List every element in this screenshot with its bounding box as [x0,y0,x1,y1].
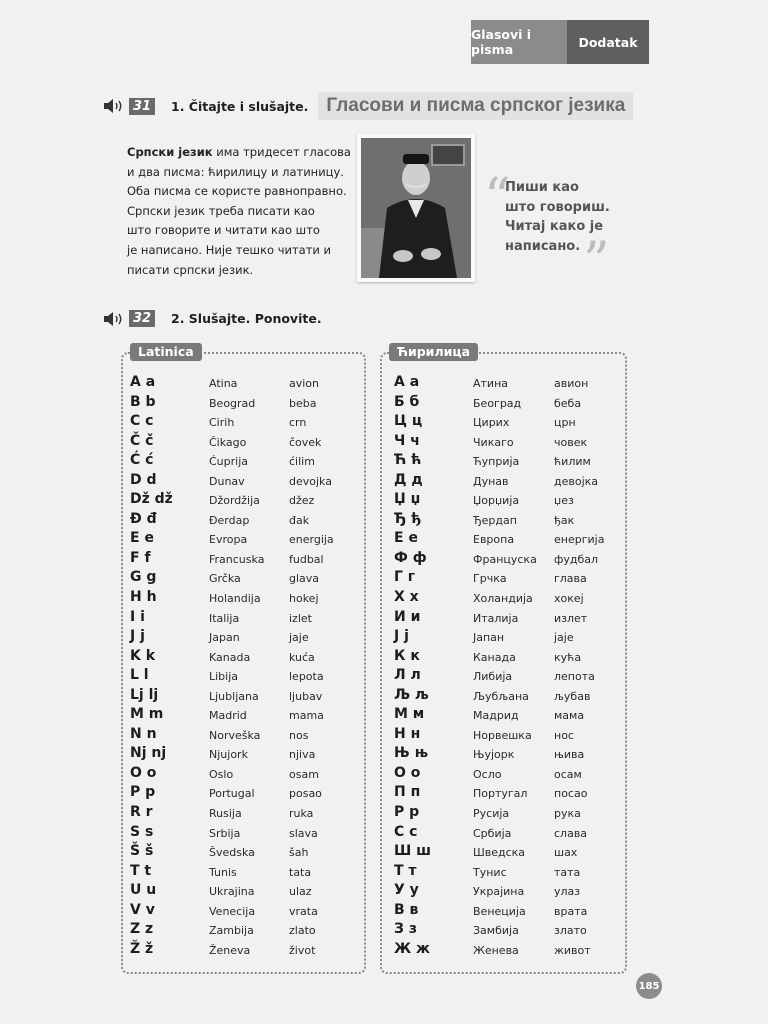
example-place: Tunis [209,865,237,879]
example-word: црн [554,416,576,430]
example-word: izlet [289,611,312,625]
alphabet-row [382,491,625,511]
example-word: слава [554,826,588,840]
example-word: ljubav [289,689,323,703]
example-place: Норвешка [473,728,532,742]
letter-pair: Њ њ [394,745,429,762]
letter-pair: B b [130,393,156,410]
letter-pair: Lj lj [130,686,159,703]
letter-pair: А а [394,374,420,390]
letter-pair: Z z [130,921,154,938]
letter-pair: В в [394,901,419,918]
speaker-icon[interactable] [104,312,126,326]
example-word: јаје [554,631,574,645]
letter-pair: М м [394,706,425,723]
example-word: авион [554,377,589,390]
example-place: Italija [209,611,240,625]
example-place: Ćuprija [209,455,249,469]
alphabet-row [123,491,364,511]
alphabet-row [382,433,625,453]
example-place: Шведска [473,846,526,860]
example-place: Čikago [209,435,247,449]
exercise-2-header [104,310,322,327]
letter-pair: Б б [394,393,420,410]
example-place: Francuska [209,552,265,566]
letter-pair: Р р [394,804,420,821]
example-word: crn [289,416,307,430]
example-word: енергија [554,533,605,547]
alphabet-row [123,687,364,707]
example-place: Portugal [209,787,255,801]
example-word: energija [289,533,334,547]
letter-pair: Ф ф [394,549,427,566]
example-place: Португал [473,787,528,801]
example-word: злато [554,924,587,938]
letter-pair: Љ љ [394,686,429,703]
letter-pair: A a [130,374,156,390]
alphabet-row [123,863,364,883]
example-place: Ukrajina [209,885,255,899]
letter-pair: V v [130,901,155,918]
example-place: Грчка [473,572,507,586]
example-place: Dunav [209,474,245,488]
alphabet-row [382,941,625,961]
alphabet-row [382,882,625,902]
letter-pair: L l [130,667,149,684]
letter-pair: Ч ч [394,432,420,449]
example-place: Либија [473,670,513,684]
letter-pair: Ж ж [394,940,430,957]
letter-pair: C c [130,413,154,430]
example-place: Japan [209,631,240,645]
letter-pair: K k [130,647,156,664]
alphabet-row [123,902,364,922]
example-word: ulaz [289,885,312,899]
example-place: Ћуприја [473,455,520,469]
example-place: Мадрид [473,709,519,723]
example-word: đak [289,513,310,527]
example-place: Женева [473,943,519,957]
example-word: беба [554,396,582,410]
alphabet-row [123,784,364,804]
alphabet-row [123,433,364,453]
example-word: čovek [289,435,322,449]
example-place: Дунав [473,474,509,488]
alphabet-row [123,452,364,472]
example-word: тата [554,865,581,879]
intro-paragraph: Српски језик има тридесет гласова и два писма: ћирилицу и латиницу. Оба писма се користе равноправно. Српски језик треба писати као што говорите и читати као што је написано. Није тешко читати и писати српски језик. [127,145,351,277]
track-number: 31 [129,98,155,115]
alphabet-row [123,667,364,687]
letter-pair: N n [130,725,157,742]
alphabet-row [382,745,625,765]
example-place: Cirih [209,416,235,430]
intro-bold: Српски језик [127,145,213,159]
letter-pair: Č č [130,432,154,449]
example-place: Њујорк [473,748,515,762]
letter-pair: К к [394,647,420,664]
letter-pair: M m [130,706,164,723]
example-word: šah [289,846,309,860]
quote-close-icon: ” [583,232,610,292]
example-place: Ђердап [473,513,517,527]
alphabet-row [382,784,625,804]
alphabet-row [123,472,364,492]
letter-pair: J j [130,628,145,645]
exercise-1-header [104,92,633,120]
example-word: осам [554,767,582,781]
example-word: mama [289,709,324,723]
example-place: Чикаго [473,435,514,449]
letter-pair: О о [394,764,421,781]
letter-pair: Nj nj [130,745,167,762]
letter-pair: Н н [394,725,421,742]
alphabet-row [382,921,625,941]
alphabet-row [382,706,625,726]
example-word: фудбал [554,552,599,566]
latinica-title: Latinica [130,343,202,361]
example-word: ćilim [289,455,315,469]
alphabet-row [382,550,625,570]
letter-pair: Х х [394,589,419,606]
letter-pair: Dž dž [130,491,173,508]
example-word: devojka [289,474,332,488]
example-word: njiva [289,748,316,762]
alphabet-row [123,941,364,961]
alphabet-row [382,667,625,687]
page-number: 185 [636,973,662,999]
alphabet-row [123,550,364,570]
example-word: fudbal [289,552,324,566]
latinica-box [121,344,366,974]
alphabet-row [382,902,625,922]
letter-pair: I i [130,608,145,625]
example-word: glava [289,572,320,586]
letter-pair: Т т [394,862,417,879]
letter-pair: З з [394,921,417,938]
alphabet-row [123,745,364,765]
example-place: Đerdap [209,513,250,527]
letter-pair: Đ đ [130,510,157,527]
example-word: beba [289,396,317,410]
alphabet-row [382,804,625,824]
example-word: излет [554,611,588,625]
example-place: Италија [473,611,519,625]
example-word: кућа [554,650,582,664]
example-word: hokej [289,592,319,606]
example-place: Ženeva [209,943,251,957]
example-place: Атина [473,377,509,390]
example-word: човек [554,435,588,449]
example-word: život [289,943,316,957]
cirilica-box [380,344,627,974]
quote-text: Пиши као што говориш. Читај како је написано. [505,180,610,254]
alphabet-row [123,609,364,629]
example-word: zlato [289,924,316,938]
letter-pair: Ш ш [394,843,432,860]
example-word: avion [289,377,320,390]
alphabet-row [382,589,625,609]
example-place: Украјина [473,885,525,899]
example-place: Holandija [209,592,261,606]
example-word: vrata [289,904,318,918]
example-word: nos [289,728,309,742]
example-word: хокеј [554,592,584,606]
alphabet-row [123,765,364,785]
alphabet-row [123,374,364,394]
example-place: Француска [473,552,537,566]
alphabet-row [123,589,364,609]
alphabet-row [382,530,625,550]
example-place: Европа [473,533,515,547]
example-word: džez [289,494,315,508]
letter-pair: Ž ž [130,940,154,957]
letter-pair: Ц ц [394,413,423,430]
alphabet-row [123,569,364,589]
quote-open-icon: “ [484,168,511,228]
speaker-icon[interactable] [104,99,126,113]
letter-pair: O o [130,764,157,781]
alphabet-row [382,413,625,433]
example-word: нос [554,728,574,742]
letter-pair: Д д [394,471,423,488]
alphabet-row [382,628,625,648]
example-word: ћилим [554,455,591,469]
example-word: kuća [289,650,315,664]
example-place: Србија [473,826,512,840]
example-word: шах [554,846,578,860]
letter-pair: Г г [394,569,416,586]
example-place: Осло [473,767,502,781]
example-word: osam [289,767,319,781]
letter-pair: С с [394,823,418,840]
track-number: 32 [129,310,155,327]
example-word: jaje [289,631,309,645]
alphabet-row [123,843,364,863]
alphabet-row [382,569,625,589]
example-word: ђак [554,513,575,527]
example-place: Libija [209,670,239,684]
alphabet-row [382,648,625,668]
example-place: Тунис [473,865,507,879]
alphabet-row [382,511,625,531]
example-place: Холандија [473,592,533,606]
letter-pair: Џ џ [394,491,421,508]
letter-pair: Ђ ђ [394,510,422,527]
example-place: Русија [473,807,510,821]
alphabet-row [382,394,625,414]
letter-pair: У у [394,882,419,899]
letter-pair: U u [130,882,157,899]
letter-pair: Ć ć [130,452,154,469]
exercise-instruction: 1. Čitajte i slušajte. [171,98,309,114]
example-place: Oslo [209,767,234,781]
letter-pair: Ћ ћ [394,452,422,469]
letter-pair: Š š [130,843,154,860]
example-word: посао [554,787,588,801]
example-place: Џорџија [473,494,520,508]
portrait-photo [357,134,475,282]
tab-dodatak: Dodatak [567,20,649,64]
letter-pair: S s [130,823,154,840]
example-place: Njujork [209,748,248,762]
alphabet-row [123,726,364,746]
letter-pair: П п [394,784,421,801]
letter-pair: D d [130,471,157,488]
alphabet-row [123,394,364,414]
cirilica-title: Ћирилица [389,343,478,361]
section-title: Гласови и писма српског језика [318,92,633,120]
example-place: Цирих [473,416,510,430]
example-place: Srbija [209,826,241,840]
tab-glasovi-i-pisma: Glasovi i pisma [471,20,567,64]
example-place: Madrid [209,709,247,723]
latinica-rows [123,374,364,960]
example-place: Norveška [209,728,261,742]
letter-pair: T t [130,862,152,879]
example-word: posao [289,787,322,801]
alphabet-row [382,452,625,472]
letter-pair: P p [130,784,156,801]
example-word: љубав [554,689,591,703]
example-place: Atina [209,377,238,390]
alphabet-row [123,921,364,941]
example-place: Evropa [209,533,248,547]
example-place: Љубљана [473,689,529,703]
example-word: живот [554,943,591,957]
alphabet-row [382,609,625,629]
example-word: врата [554,904,588,918]
example-place: Замбија [473,924,519,938]
exercise-instruction: 2. Slušajte. Ponovite. [171,311,322,326]
alphabet-row [382,374,625,394]
example-place: Beograd [209,396,256,410]
example-word: lepota [289,670,324,684]
section-header [471,20,649,64]
example-word: лепота [554,670,595,684]
letter-pair: F f [130,549,151,566]
alphabet-row [123,706,364,726]
letter-pair: И и [394,608,421,625]
letter-pair: H h [130,589,157,606]
alphabet-row [382,824,625,844]
example-place: Ljubljana [209,689,259,703]
example-place: Јапан [473,631,505,645]
example-word: рука [554,807,581,821]
example-place: Grčka [209,572,241,586]
alphabet-row [123,511,364,531]
alphabet-row [123,413,364,433]
example-place: Канада [473,650,516,664]
example-place: Venecija [209,904,256,918]
alphabet-row [382,687,625,707]
example-place: Венеција [473,904,526,918]
alphabet-row [123,648,364,668]
example-word: slava [289,826,318,840]
example-word: улаз [554,885,581,899]
example-word: ruka [289,807,314,821]
letter-pair: Ј ј [394,628,409,645]
alphabet-row [123,882,364,902]
letter-pair: R r [130,804,153,821]
example-place: Džordžija [209,494,260,508]
example-word: tata [289,865,312,879]
example-place: Kanada [209,650,251,664]
alphabet-row [382,765,625,785]
letter-pair: Л л [394,667,421,684]
alphabet-row [382,863,625,883]
example-place: Београд [473,396,522,410]
example-word: девојка [554,474,599,488]
cirilica-rows [382,374,625,960]
alphabet-row [123,824,364,844]
letter-pair: Е е [394,530,418,547]
letter-pair: G g [130,569,157,586]
example-place: Rusija [209,807,242,821]
example-word: њива [554,748,585,762]
alphabet-row [123,804,364,824]
example-place: Zambija [209,924,254,938]
example-word: џез [554,494,574,508]
example-place: Švedska [209,846,255,860]
example-word: глава [554,572,587,586]
alphabet-row [382,843,625,863]
alphabet-row [382,726,625,746]
example-word: мама [554,709,585,723]
letter-pair: E e [130,530,154,547]
alphabet-row [382,472,625,492]
alphabet-row [123,628,364,648]
alphabet-row [123,530,364,550]
